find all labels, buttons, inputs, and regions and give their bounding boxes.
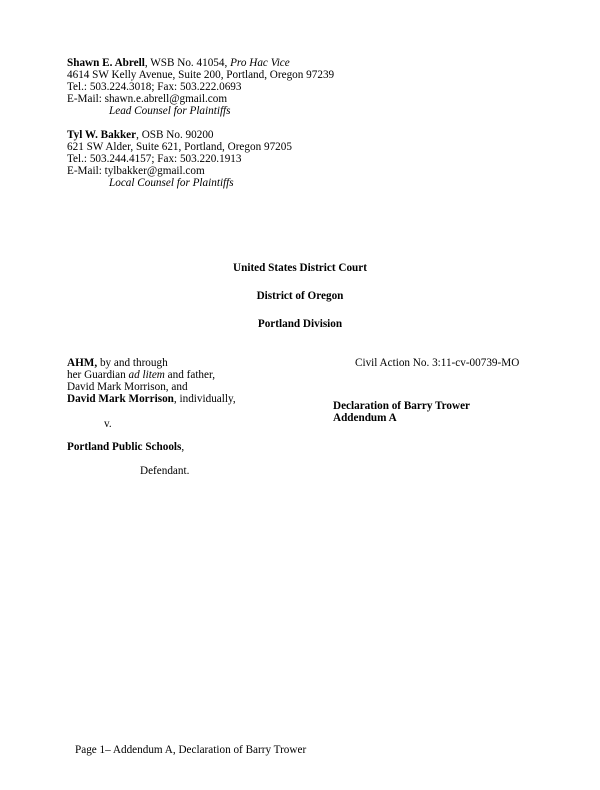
counsel-phone: Tel.: 503.224.3018; Fax: 503.222.0693 [67, 81, 242, 93]
counsel-address: 621 SW Alder, Suite 621, Portland, Oregon 97205 [67, 141, 292, 153]
counsel-name: Tyl W. Bakker [67, 129, 137, 141]
civil-action-number: Civil Action No. 3:11-cv-00739-MO [355, 357, 520, 369]
counsel-role: Lead Counsel for Plaintiffs [109, 105, 231, 117]
counsel-name: Shawn E. Abrell [67, 57, 145, 69]
counsel-bar-number: , OSB No. 90200 [136, 129, 214, 141]
counsel-bar-number: , WSB No. 41054, [144, 57, 231, 69]
plaintiff2-name: David Mark Morrison [67, 393, 174, 405]
defendant-label: Defendant. [140, 465, 190, 477]
defendant-line: Portland Public Schools, [67, 441, 185, 453]
caption-parties [67, 357, 236, 405]
father-line: David Mark Morrison, and [67, 381, 188, 393]
counsel-name-line [67, 57, 334, 69]
defendant-name: Portland Public Schools [67, 441, 182, 453]
page-footer: Page 1– Addendum A, Declaration of Barry Trower [75, 744, 307, 756]
court-district: District of Oregon [256, 290, 344, 302]
counsel-block-local [67, 129, 292, 189]
document-title-line1: Declaration of Barry Trower [333, 400, 471, 412]
counsel-admission: Pro Hac Vice [230, 57, 290, 69]
versus: v. [104, 418, 112, 430]
document-title [333, 400, 470, 424]
guardian-line: her Guardian ad litem and father, [67, 369, 216, 381]
plaintiff-name: AHM, [67, 357, 98, 369]
counsel-block-lead [67, 57, 334, 117]
plaintiff2-line: David Mark Morrison, individually, [67, 393, 236, 405]
counsel-email: E-Mail: shawn.e.abrell@gmail.com [67, 93, 228, 105]
court-division: Portland Division [257, 318, 343, 330]
document-title-line2: Addendum A [333, 412, 397, 424]
counsel-address: 4614 SW Kelly Avenue, Suite 200, Portland, Oregon 97239 [67, 69, 335, 81]
counsel-email: E-Mail: tylbakker@gmail.com [67, 165, 205, 177]
plaintiff-line: AHM, by and through [67, 357, 168, 369]
court-name: United States District Court [233, 262, 367, 274]
counsel-role: Local Counsel for Plaintiffs [109, 177, 234, 189]
counsel-name-line [67, 129, 292, 141]
counsel-phone: Tel.: 503.244.4157; Fax: 503.220.1913 [67, 153, 242, 165]
